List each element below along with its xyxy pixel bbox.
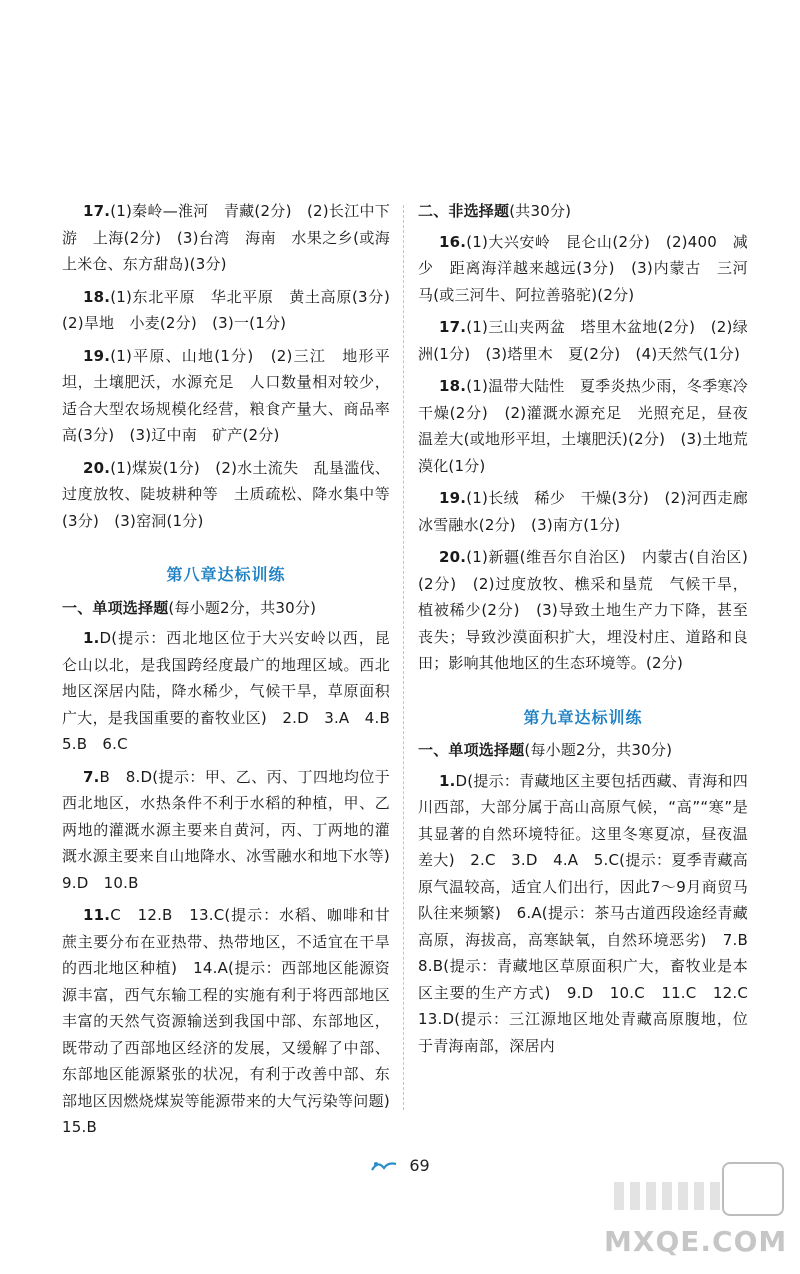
chapter-9-section-heading: [418, 737, 748, 764]
answer-paragraph: [62, 764, 406, 897]
answer-text: (1)平原、山地(1分) (2)三江 地形平坦，土壤肥沃，水源充足 人口数量相对较少，适合大型农场规模化经营，粮食产量大、商品率高(3分) (3)辽中南 矿产(2分): [62, 346, 390, 444]
question-number: 11.: [83, 906, 111, 924]
question-number: 17.: [83, 202, 111, 220]
answer-paragraph: [418, 485, 764, 538]
answer-text: (1)煤炭(1分) (2)水土流失 乱垦滥伐、过度放牧、陡坡耕种等 土质疏松、降水集中等(3分) (3)窑洞(1分): [62, 458, 390, 530]
answer-text: D(提示：西北地区位于大兴安岭以西，昆仑山以北，是我国跨经度最广的地理区域。西北地区深居内陆，降水稀少，气候干旱，草原面积广大，是我国重要的畜牧业区) 2.D 3.A 4.B 5.B 6.C: [62, 629, 406, 753]
answer-text: (1)大兴安岭 昆仑山(2分) (2)400 减少 距离海洋越来越远(3分) (3)内蒙古 三河马(或三河牛、阿拉善骆驼)(2分): [418, 232, 748, 304]
section-title: 二、非选择题: [418, 202, 510, 220]
chapter-8-title: 第八章达标训练: [166, 565, 286, 584]
answer-text: (1)新疆(维吾尔自治区) 内蒙古(自治区)(2分) (2)过度放牧、樵采和垦荒 气候干旱，植被稀少(2分) (3)导致土地生产力下降，甚至丧失；导致沙漠面积扩大，埋没村庄、道路和良田；影响其他地区的生态环境等。(2分): [418, 548, 748, 672]
question-number: 1.: [83, 629, 100, 647]
non-choice-section-heading: [418, 198, 748, 225]
left-answers-group-1: [62, 198, 406, 534]
page-number: 69: [409, 1156, 430, 1175]
answer-paragraph: [62, 902, 406, 1141]
answer-text: (1)东北平原 华北平原 黄土高原(3分) (2)旱地 小麦(2分) (3)一(1分): [62, 287, 406, 332]
leaf-logo-icon: [370, 1158, 398, 1174]
answer-text: (1)三山夹两盆 塔里木盆地(2分) (2)绿洲(1分) (3)塔里木 夏(2分) (4)天然气(1分): [418, 318, 748, 363]
answer-text: B 8.D(提示：甲、乙、丙、丁四地均位于西北地区，水热条件不利于水稻的种植，甲、乙两地的灌溉水源主要来自黄河，丙、丁两地的灌溉水源主要来自山地降水、冰雪融水和地下水等) 9.D 10.B: [62, 767, 406, 892]
watermark-stamp: [722, 1162, 784, 1216]
answer-paragraph: [62, 455, 390, 535]
column-divider: [403, 205, 404, 1110]
watermark: [594, 1162, 788, 1262]
answer-paragraph: [62, 284, 406, 337]
answer-paragraph: [418, 373, 748, 479]
question-number: 17.: [439, 318, 467, 336]
answer-paragraph: [418, 768, 764, 1060]
watermark-graphic: [614, 1182, 724, 1210]
chapter-9-title: 第九章达标训练: [523, 707, 643, 727]
question-number: 7.: [83, 767, 100, 786]
question-number: 20.: [83, 458, 111, 477]
question-number: 16.: [439, 232, 467, 251]
right-column: [418, 198, 764, 1065]
answer-paragraph: [418, 544, 748, 677]
question-number: 1.: [439, 771, 456, 790]
answer-text: C 12.B 13.C(提示：水稻、咖啡和甘蔗主要分布在亚热带、热带地区，不适宜在干旱的西北地区种植) 14.A(提示：西部地区能源资源丰富，西气东输工程的实施有利于将西部地区丰富的天然气资源输送到我国中部、东部地区，既带动了西部地区经济的发展，又缓解了中部、东部地区能源紧张的状况，有利于改善中部、东部地区因燃烧煤炭等能源带来的大气污染等问题) 15.B: [62, 906, 406, 1136]
question-number: 19.: [83, 346, 111, 365]
section-note: (每小题2分，共30分): [168, 598, 317, 617]
section-title: 一、单项选择题: [62, 598, 169, 617]
section-note: (每小题2分，共30分): [524, 741, 673, 759]
answer-text: (1)秦岭—淮河 青藏(2分) (2)长江中下游 上海(2分) (3)台湾 海南 水果之乡(或海上米仓、东方甜岛)(3分): [62, 202, 390, 273]
section-note: (共30分): [509, 202, 572, 220]
answer-text: (1)温带大陆性 夏季炎热少雨，冬季寒冷干燥(2分) (2)灌溉水源充足 光照充足，昼夜温差大(或地形平坦，土壤肥沃)(2分) (3)土地荒漠化(1分): [418, 377, 748, 475]
right-answers-group-1: [418, 229, 764, 677]
question-number: 18.: [83, 287, 111, 306]
answer-paragraph: [418, 229, 748, 309]
answer-text: D(提示：青藏地区主要包括西藏、青海和四川西部，大部分属于高山高原气候，“高”“寒”是其显著的自然环境特征。这里冬寒夏凉，昼夜温差大) 2.C 3.D 4.A 5.C(提示：夏季青藏高原气温较高，适宜人们出行，因此7～9月商贸马队往来频繁) 6.A(提示：茶马古道西段途经青藏高原，海拔高，高寒缺氧，自然环境恶劣) 7.B 8.B(提示：青藏地区草原面积广大，畜牧业是本区主要的生产方式) 9.D 10.C 11.C 12.C 13.D(提示：三江源地区地处青藏高原腹地，位于青海南部，深居内: [418, 771, 764, 1055]
right-answers-group-2: [418, 768, 764, 1060]
section-title: 一、单项选择题: [418, 741, 525, 759]
question-number: 19.: [439, 489, 467, 507]
left-column: [62, 198, 406, 1147]
answer-paragraph: [418, 314, 748, 367]
watermark-text: MXQE.COM: [604, 1225, 788, 1258]
question-number: 18.: [439, 377, 467, 395]
left-answers-group-2: [62, 625, 406, 1141]
answer-paragraph: [62, 625, 406, 758]
answer-paragraph: [62, 198, 390, 278]
answer-text: (1)长绒 稀少 干燥(3分) (2)河西走廊 冰雪融水(2分) (3)南方(1分): [418, 489, 764, 534]
chapter-8-section-heading: [62, 595, 390, 622]
answer-paragraph: [62, 343, 390, 449]
question-number: 20.: [439, 548, 467, 566]
